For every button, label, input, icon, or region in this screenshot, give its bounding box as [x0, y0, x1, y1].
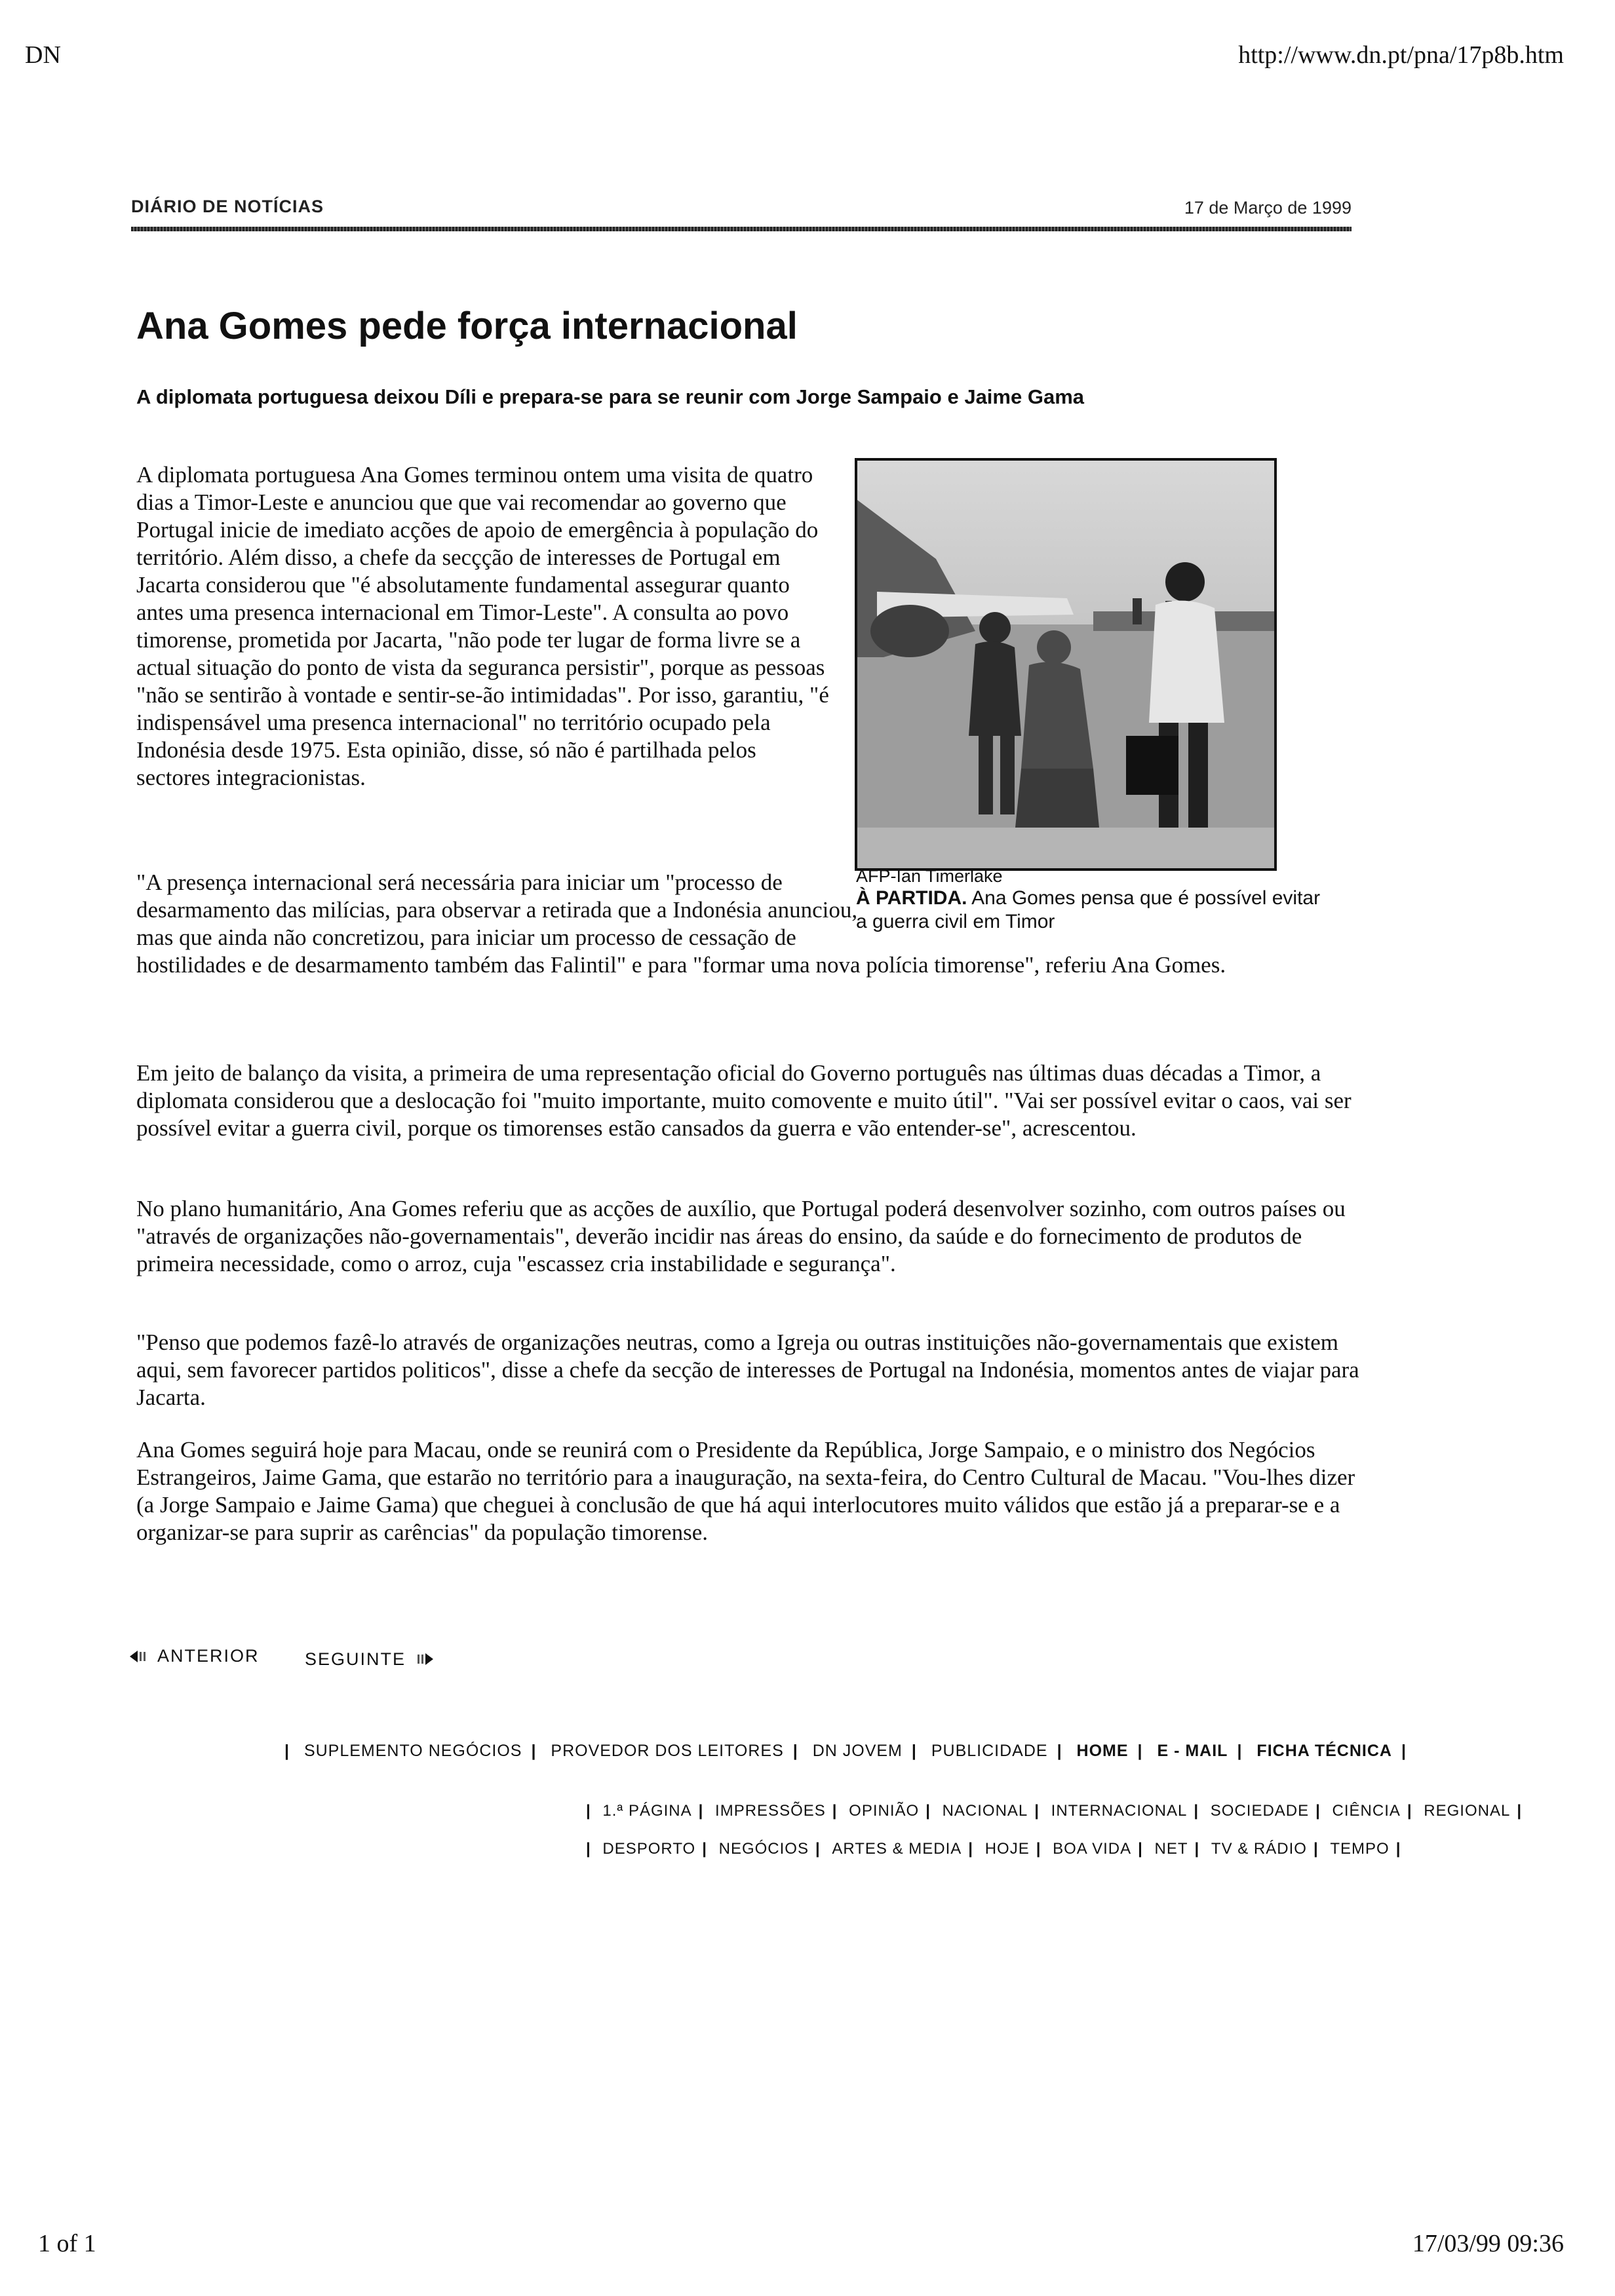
- nav-link-suplemento-negocios[interactable]: SUPLEMENTO NEGÓCIOS: [303, 1742, 522, 1760]
- nav-link-home[interactable]: HOME: [1076, 1742, 1129, 1760]
- print-footer-pages: 1 of 1: [38, 2230, 96, 2257]
- article-paragraph: No plano humanitário, Ana Gomes referiu que as acções de auxílio, que Portugal poderá desenvolver sozinho, com outros países ou "através de organizações não-governamentais", deverão incidir nas áreas do ensino, da saúde e do fornecimento de produtos de primeira necessidade, como o arroz, cuja "escassez cria instabilidade e segurança".: [136, 1196, 1346, 1276]
- article-paragraph: Em jeito de balanço da visita, a primeira de uma representação oficial do Governo português nas últimas duas décadas a Timor, a diplomata considerou que a deslocação foi "muito importante, muito comovente e muito útil". "Vai ser possível evitar o caos, vai ser possível evitar a guerra civil, porque os timorenses estão cansados da guerra e vão entender-se", acrescentou.: [136, 1060, 1352, 1141]
- nav-link-hoje[interactable]: HOJE: [984, 1840, 1030, 1858]
- nav-link-impressoes[interactable]: IMPRESSÕES: [715, 1802, 826, 1820]
- print-footer-timestamp: 17/03/99 09:36: [1412, 2230, 1564, 2257]
- nav-link-regional[interactable]: REGIONAL: [1424, 1802, 1511, 1820]
- airport-photo-image: [857, 461, 1274, 868]
- nav-link-desporto[interactable]: DESPORTO: [602, 1840, 696, 1858]
- article-pager: [128, 1646, 474, 1670]
- nav-row-sections: | 1.ª PÁGINA | IMPRESSÕES | OPINIÃO | NACIONAL | INTERNACIONAL | SOCIEDADE | CIÊNCIA | REGIONAL |: [586, 1802, 1523, 1820]
- photo-caption-text: Ana Gomes pensa que é possível evitar a guerra civil em Timor: [856, 887, 1321, 932]
- nav-link-dn-jovem[interactable]: DN JOVEM: [812, 1742, 903, 1760]
- nav-link-tv-radio[interactable]: TV & RÁDIO: [1211, 1840, 1307, 1858]
- next-label: SEGUINTE: [305, 1649, 406, 1669]
- caption-spacer: [884, 869, 1428, 947]
- print-header-label: DN: [25, 41, 61, 69]
- nav-link-publicidade[interactable]: PUBLICIDADE: [931, 1742, 1048, 1760]
- nav-link-tempo[interactable]: TEMPO: [1330, 1840, 1390, 1858]
- article-headline: Ana Gomes pede força internacional: [136, 305, 798, 347]
- nav-link-negocios[interactable]: NEGÓCIOS: [718, 1840, 809, 1858]
- photo-credit: AFP-Ian Timerlake: [856, 866, 1003, 886]
- nav-link-boa-vida[interactable]: BOA VIDA: [1053, 1840, 1132, 1858]
- nav-link-sociedade[interactable]: SOCIEDADE: [1210, 1802, 1310, 1820]
- article-paragraph: A diplomata portuguesa Ana Gomes terminou ontem uma visita de quatro dias a Timor-Leste e anunciou que que vai recomendar ao governo que Portugal inicie de imediato acções de apoio de emergência à população do território. Além disso, a chefe da secçção de interesses de Portugal em Jacarta considerou que "é absolutamente fundamental assegurar quanto antes uma presenca internacional em Timor-Leste". A consulta ao povo timorense, prometida por Jacarta, "não pode ter lugar de forma livre se a actual situação do ponto de vista da seguranca persistir", porque as pessoas "não se sentirão à vontade e sentir-se-ão intimidadas". Por isso, garantiu, "é indispensável uma presenca internacional" no território ocupado pela Indonésia desde 1975. Esta opinião, disse, só não é partilhada pelos sectores integracionistas.: [136, 462, 829, 790]
- article-paragraph: [136, 869, 1428, 979]
- nav-link-internacional[interactable]: INTERNACIONAL: [1051, 1802, 1188, 1820]
- article-subtitle: A diplomata portuguesa deixou Díli e prepara-se para se reunir com Jorge Sampaio e Jaime Gama: [136, 385, 1084, 408]
- article-photo: [855, 458, 1277, 871]
- nav-link-email[interactable]: E - MAIL: [1157, 1742, 1228, 1760]
- article-paragraph-text: "A presença internacional será necessária para iniciar um "processo de desarmamento das milícias, para observar a retirada que a Indonésia anunciou, mas que ainda não concretizou, para iniciar um processo de cessação de hostilidades e de desarmamento também das Falintil" e para "formar uma nova polícia timorense", referiu Ana Gomes.: [136, 870, 1226, 978]
- print-header-url: http://www.dn.pt/pna/17p8b.htm: [1238, 41, 1564, 69]
- article-paragraph: Ana Gomes seguirá hoje para Macau, onde se reunirá com o Presidente da República, Jorge Sampaio, e o ministro dos Negócios Estrangeiros, Jaime Gama, que estarão no território para a inauguração, na sexta-feira, do Centro Cultural de Macau. "Vou-lhes dizer (a Jorge Sampaio e Jaime Gama) que cheguei à conclusão de que há aqui interlocutores muito válidos que estão já a preparar-se e a organizar-se para suprir as carências" da população timorense.: [136, 1437, 1355, 1545]
- photo-caption-lead: À PARTIDA.: [856, 887, 967, 909]
- nav-link-net[interactable]: NET: [1154, 1840, 1188, 1858]
- nav-link-opiniao[interactable]: OPINIÃO: [849, 1802, 920, 1820]
- masthead-divider: [131, 227, 1352, 231]
- nav-row-topics: | DESPORTO | NEGÓCIOS | ARTES & MEDIA | HOJE | BOA VIDA | NET | TV & RÁDIO | TEMPO |: [586, 1840, 1401, 1858]
- nav-link-provedor-dos-leitores[interactable]: PROVEDOR DOS LEITORES: [551, 1742, 784, 1760]
- previous-button[interactable]: [128, 1646, 260, 1666]
- nav-link-primeira-pagina[interactable]: 1.ª PÁGINA: [602, 1802, 692, 1820]
- nav-link-ciencia[interactable]: CIÊNCIA: [1332, 1802, 1401, 1820]
- nav-link-artes-media[interactable]: ARTES & MEDIA: [832, 1840, 962, 1858]
- previous-label: ANTERIOR: [157, 1646, 260, 1666]
- nav-link-ficha-tecnica[interactable]: FICHA TÉCNICA: [1256, 1742, 1392, 1760]
- nav-link-nacional[interactable]: NACIONAL: [942, 1802, 1028, 1820]
- nav-row-supplements: | SUPLEMENTO NEGÓCIOS | PROVEDOR DOS LEITORES | DN JOVEM | PUBLICIDADE | HOME | E - MAIL | FICHA TÉCNICA |: [284, 1742, 1407, 1760]
- arrow-right-icon: [412, 1651, 435, 1668]
- masthead-logo[interactable]: DIÁRIO DE NOTÍCIAS: [131, 197, 324, 216]
- article-paragraph: "Penso que podemos fazê-lo através de organizações neutras, como a Igreja ou outras instituições não-governamentais que existem aqui, sem favorecer partidos politicos", disse a chefe da secção de interesses de Portugal na Indonésia, momentos antes de viajar para Jacarta.: [136, 1330, 1359, 1410]
- next-button[interactable]: [305, 1649, 435, 1670]
- masthead-date: 17 de Março de 1999: [1184, 198, 1352, 218]
- arrow-left-icon: [128, 1648, 151, 1665]
